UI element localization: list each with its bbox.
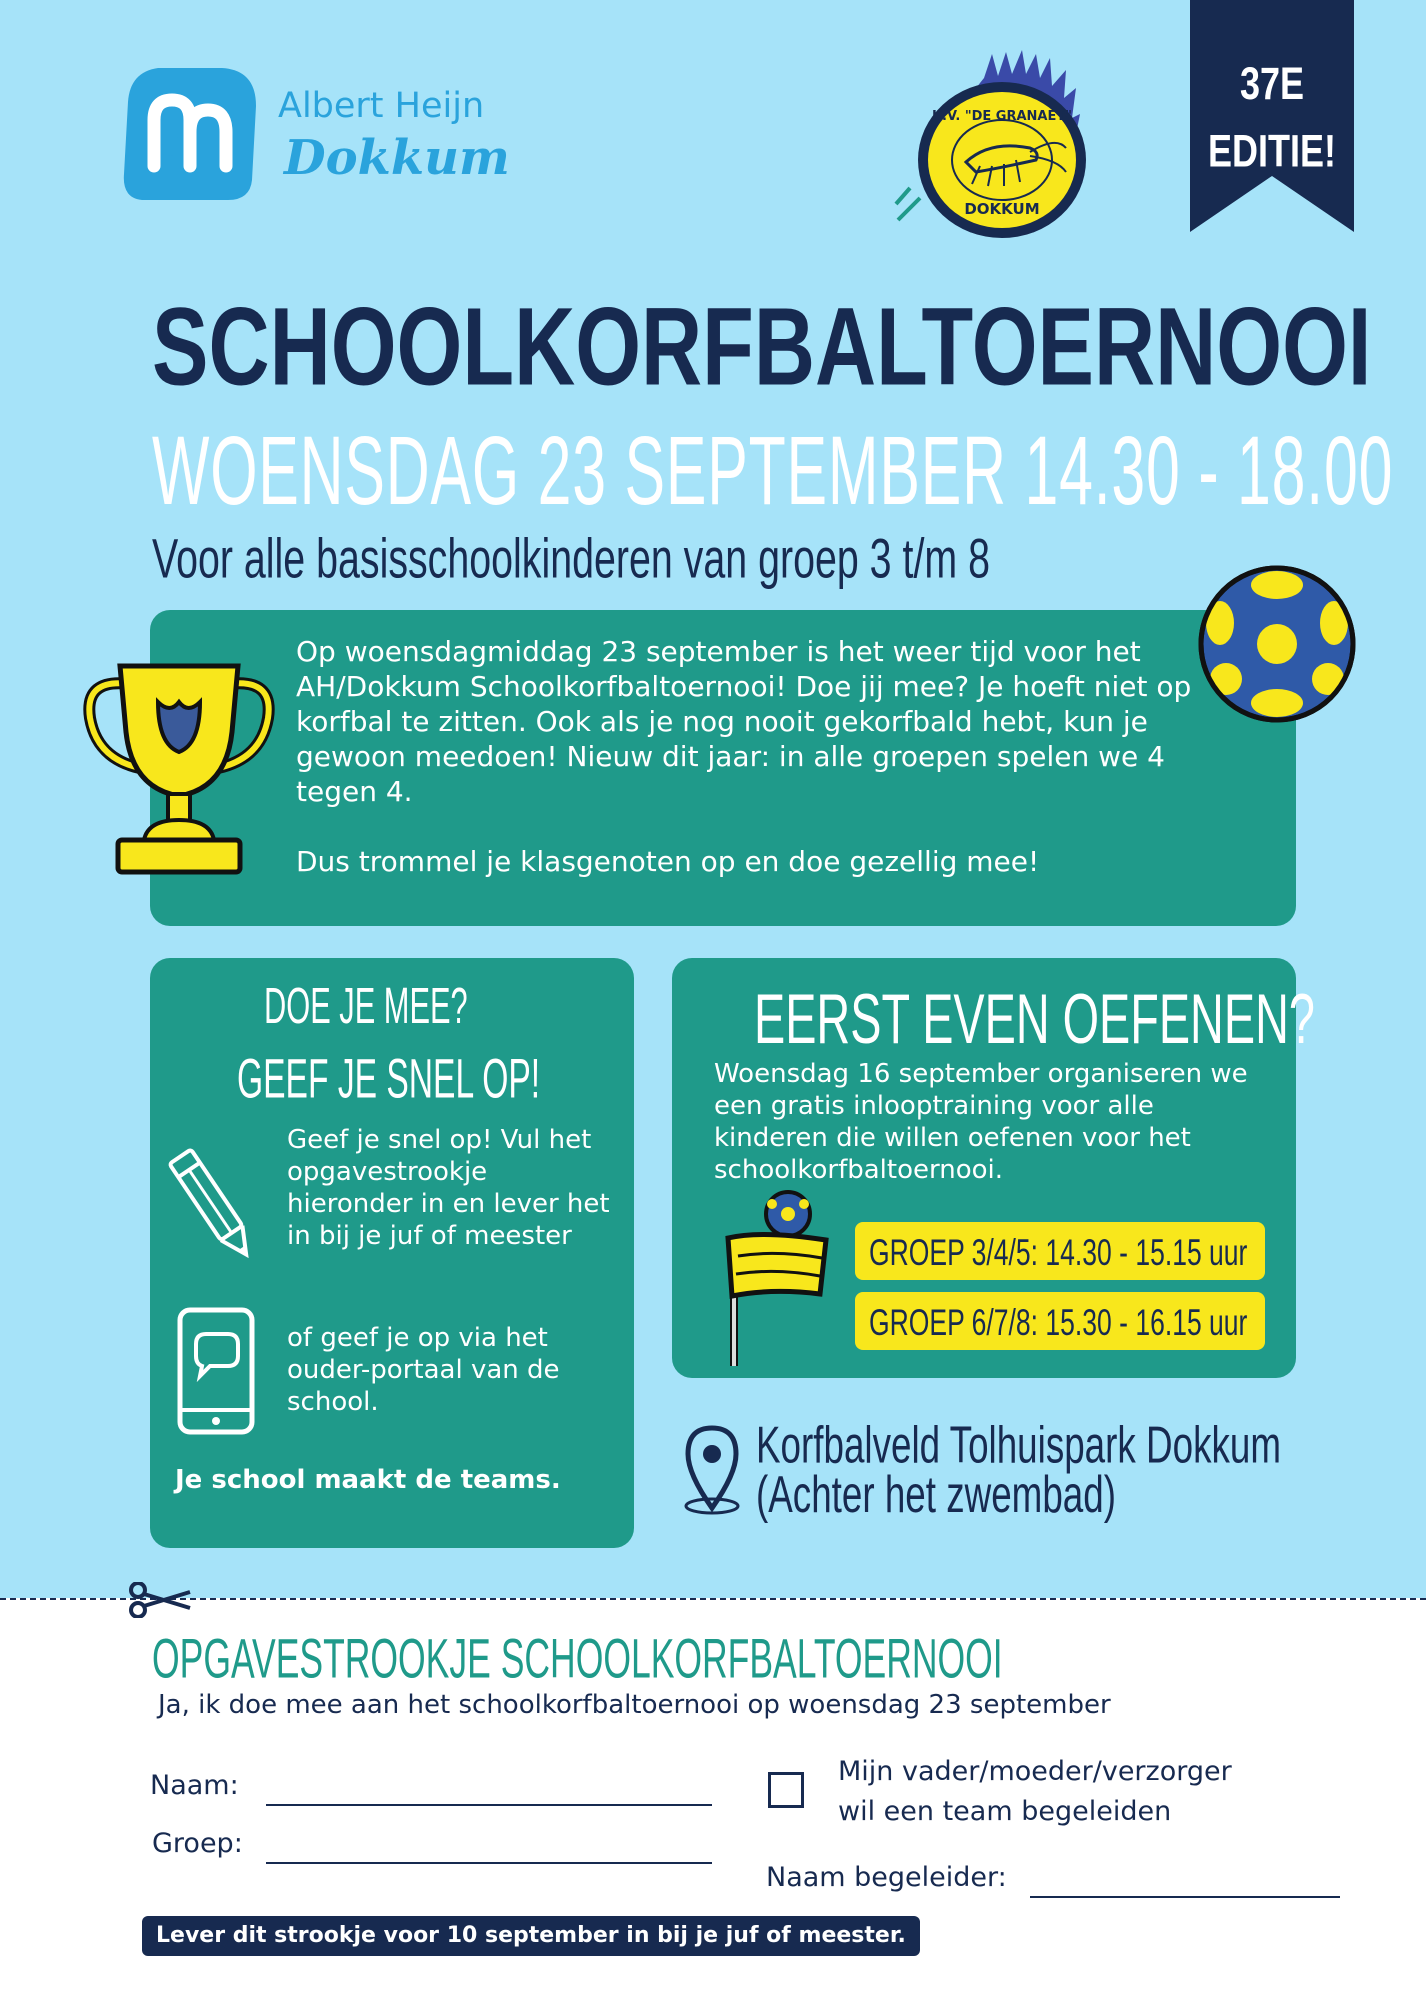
albert-heijn-logo-icon: [118, 62, 260, 204]
trophy-icon: [78, 648, 278, 888]
location-pin-icon: [680, 1420, 744, 1516]
companion-name-field[interactable]: [1030, 1896, 1340, 1898]
practice-text: Woensdag 16 september organiseren we een gratis inlooptraining voor alle kinderen die willen oefenen voor het schoolkorfbaltoernooi.: [714, 1059, 1248, 1185]
korfball-icon: [1196, 563, 1358, 725]
group-field[interactable]: [266, 1862, 712, 1864]
practice-slot-2-text: GROEP 6/7/8: 15.30 - 16.15 uur: [869, 1302, 1248, 1344]
intro-text: [296, 634, 1196, 914]
signup-text-2: of geef je op via het ouder-portaal van de school.: [287, 1323, 560, 1417]
signup-heading-1: DOE JE MEE?: [264, 978, 468, 1035]
signup-note: Je school maakt de teams.: [175, 1465, 561, 1495]
location-line-1: Korfbalveld Tolhuispark Dokkum: [756, 1415, 1281, 1474]
club-logo-icon: [880, 48, 1120, 248]
companion-name-label: Naam begeleider:: [766, 1862, 1007, 1893]
edition-number: 37E: [1239, 57, 1305, 109]
phone-message-icon: [176, 1306, 256, 1436]
club-city-text: DOKKUM: [964, 200, 1040, 218]
companion-checkbox-label: [838, 1752, 1298, 1832]
practice-heading: EERST EVEN OEFENEN?: [754, 979, 1315, 1059]
location-line-2: (Achter het zwembad): [756, 1464, 1116, 1524]
page-title: SCHOOLKORFBALTOERNOOI: [152, 286, 1372, 409]
event-date: WOENSDAG 23 SEPTEMBER 14.30 - 18.00: [152, 415, 1394, 526]
club-name-text: K.V. "DE GRANAET": [931, 109, 1073, 124]
signup-strip-subtitle: Ja, ik doe mee aan het schoolkorfbaltoernooi op woensdag 23 september: [158, 1690, 1111, 1720]
companion-checkbox-line-2: wil een team begeleiden: [838, 1796, 1172, 1827]
intro-paragraph-2: Dus trommel je klasgenoten op en doe gezellig mee!: [296, 845, 1040, 878]
intro-paragraph-1: Op woensdagmiddag 23 september is het weer tijd voor het AH/Dokkum Schoolkorfbaltoernooi! Doe jij mee? Je hoeft niet op korfbal te zitten. Ook als je nog nooit gekorfbald hebt, kun je gewoon meedoen! Nieuw dit jaar: in alle groepen spelen we 4 tegen 4.: [296, 635, 1192, 808]
scissors-icon: [128, 1582, 192, 1618]
companion-checkbox[interactable]: [768, 1772, 804, 1808]
ah-brand-name: Albert Heijn: [278, 86, 485, 126]
ah-brand-city: Dokkum: [284, 130, 510, 186]
practice-slot-2: [855, 1292, 1265, 1350]
deadline-banner: Lever dit strookje voor 10 september in bij je juf of meester.: [142, 1916, 920, 1956]
practice-slot-1: [855, 1222, 1265, 1280]
edition-label: EDITIE!: [1207, 125, 1336, 177]
group-label: Groep:: [152, 1828, 243, 1859]
signup-text-1: Geef je snel op! Vul het opgavestrookje hieronder in en lever het in bij je juf of meester: [287, 1125, 610, 1251]
location-text: [756, 1415, 1281, 1524]
signup-heading-2: GEEF JE SNEL OP!: [237, 1049, 541, 1111]
name-field[interactable]: [266, 1804, 712, 1806]
korfball-basket-icon: [722, 1190, 832, 1370]
name-label: Naam:: [150, 1770, 239, 1801]
practice-slot-1-text: GROEP 3/4/5: 14.30 - 15.15 uur: [869, 1232, 1248, 1274]
event-subtitle: Voor alle basisschoolkinderen van groep 3 t/m 8: [152, 529, 991, 591]
companion-checkbox-line-1: Mijn vader/moeder/verzorger: [838, 1756, 1232, 1787]
pencil-icon: [166, 1140, 262, 1270]
edition-ribbon-text: [1190, 50, 1354, 185]
signup-strip-title: OPGAVESTROOKJE SCHOOLKORFBALTOERNOOI: [152, 1629, 1003, 1691]
cut-line: [0, 1598, 1426, 1600]
